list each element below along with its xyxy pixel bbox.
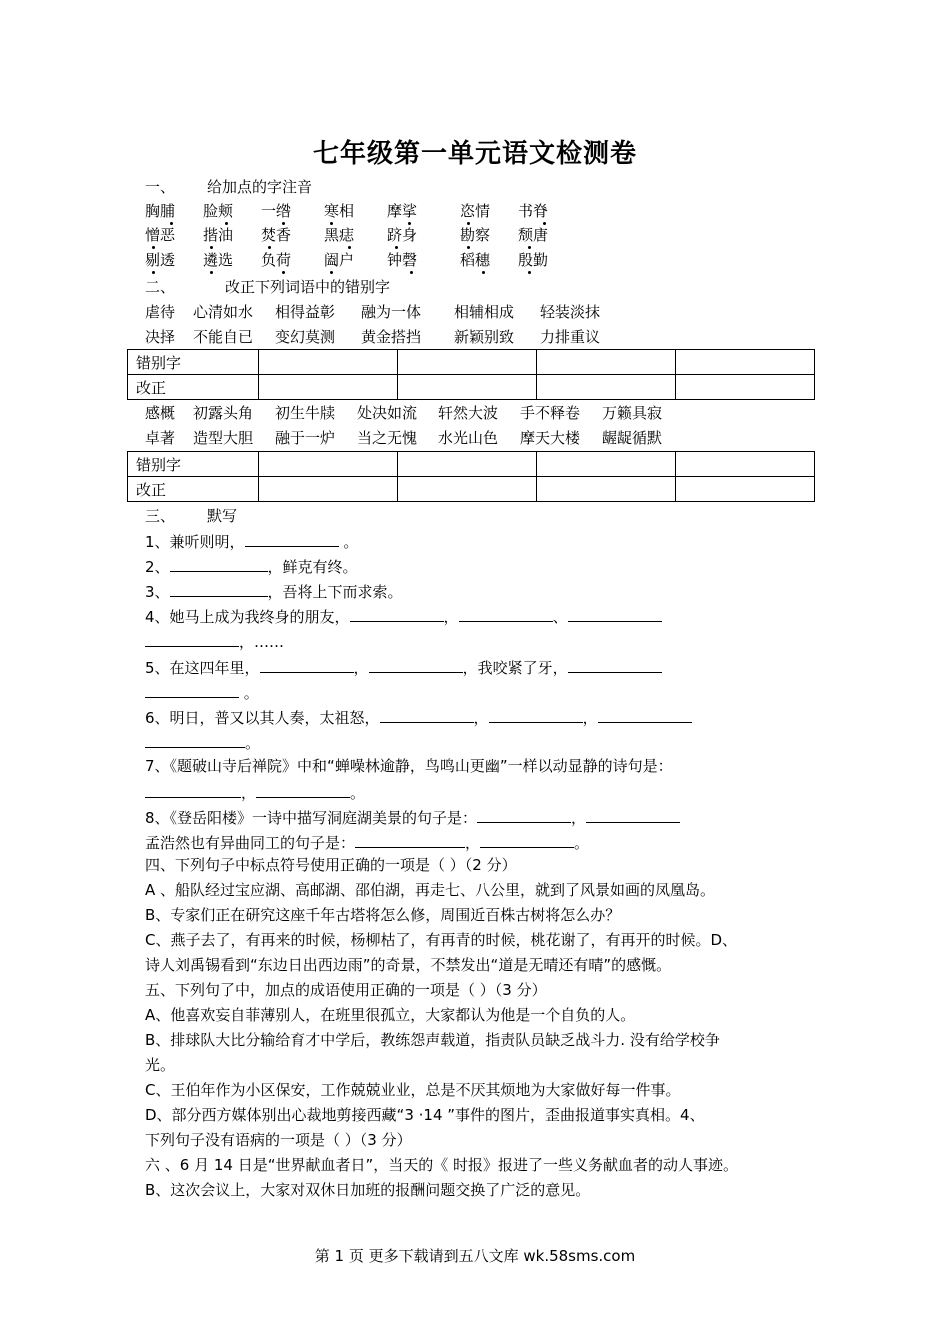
section5-option-b-cont: 光。 xyxy=(145,1056,176,1074)
word: 稻穗 xyxy=(460,251,491,269)
section4-option-b: B、专家们正在研究这座千年古塔将怎么修，周围近百株古树将怎么办？ xyxy=(145,906,621,924)
error-label: 错别字 xyxy=(128,452,259,477)
section5-option-c: C、王伯年作为小区保安，工作兢兢业业，总是不厌其烦地为大家做好每一件事。 xyxy=(145,1081,681,1099)
q7-blank[interactable] xyxy=(256,781,350,798)
word: 感概 xyxy=(145,404,176,422)
q7-blank[interactable] xyxy=(145,781,241,798)
word: 恣情 xyxy=(460,202,491,220)
q8-text: 8、《登岳阳楼》一诗中描写洞庭湖美景的句子是： xyxy=(145,809,478,827)
section4-heading: 四、下列句子中标点符号使用正确的一项是（ ）（2 分） xyxy=(145,856,517,874)
page-title: 七年级第一单元语文检测卷 xyxy=(312,139,637,169)
word: 黄金搭挡 xyxy=(361,328,422,346)
q5-blank[interactable] xyxy=(568,656,662,673)
word: 当之无愧 xyxy=(357,429,418,447)
q8-blank[interactable] xyxy=(480,831,574,848)
q7 xyxy=(145,756,673,776)
fix-label: 改正 xyxy=(128,477,259,502)
q4-blank[interactable] xyxy=(350,605,444,622)
section5-option-d-cont: 下列句子没有语病的一项是（ ）（3 分） xyxy=(145,1131,412,1149)
q4-cont xyxy=(145,630,284,652)
word: 一绺 xyxy=(261,202,292,220)
q6-blank[interactable] xyxy=(598,706,692,723)
word: 融为一体 xyxy=(361,303,422,321)
answer-cell[interactable] xyxy=(676,375,815,400)
q6-blank[interactable] xyxy=(489,706,583,723)
word: 初生牛牍 xyxy=(275,404,336,422)
answer-cell[interactable] xyxy=(398,477,537,502)
word: 龌龊循默 xyxy=(602,429,663,447)
word: 焚香 xyxy=(261,226,292,244)
q2 xyxy=(145,555,358,577)
word: 遴选 xyxy=(203,251,234,269)
q3 xyxy=(145,580,403,602)
q8-blank[interactable] xyxy=(586,806,680,823)
answer-cell[interactable] xyxy=(537,350,676,375)
q2-blank[interactable] xyxy=(170,555,268,572)
word: 决择 xyxy=(145,328,176,346)
error-label: 错别字 xyxy=(128,350,259,375)
word: 轩然大波 xyxy=(438,404,499,422)
q6-sep: ， xyxy=(473,709,489,727)
word: 揩油 xyxy=(203,226,234,244)
q8-sep: ， xyxy=(571,809,587,827)
section4-option-c: C、燕子去了，有再来的时候，杨柳枯了，有再青的时候，桃花谢了，有再开的时候。D、 xyxy=(145,931,738,949)
q5-end: 。 xyxy=(239,684,259,702)
word: 处决如流 xyxy=(357,404,418,422)
q1 xyxy=(145,530,358,552)
answer-cell[interactable] xyxy=(259,452,398,477)
q7-end: 。 xyxy=(350,784,366,802)
answer-cell[interactable] xyxy=(398,350,537,375)
section3-number: 三、 xyxy=(145,507,176,525)
word: 力排重议 xyxy=(540,328,601,346)
word: 融于一炉 xyxy=(275,429,336,447)
word: 虐待 xyxy=(145,303,176,321)
word: 相得益彰 xyxy=(275,303,336,321)
answer-cell[interactable] xyxy=(537,477,676,502)
section2-title: 改正下列词语中的错别字 xyxy=(225,278,391,296)
q7-cont xyxy=(145,781,365,803)
q2-end: ，鲜克有终。 xyxy=(267,558,358,576)
q8 xyxy=(145,806,680,828)
q6-sep: ， xyxy=(582,709,598,727)
q5-blank[interactable] xyxy=(145,681,239,698)
word: 勘察 xyxy=(460,226,491,244)
section4-option-a: A 、船队经过宝应湖、高邮湖、邵伯湖，再走七、八公里，就到了风景如画的凤凰岛。 xyxy=(145,881,716,899)
word: 阖户 xyxy=(324,251,355,269)
q6-blank[interactable] xyxy=(380,706,474,723)
q6-text: 6、明日，普又以其人奏，太祖怒， xyxy=(145,709,380,727)
word: 憎恶 xyxy=(145,226,176,244)
q7-text: 7、《题破山寺后禅院》中和“蝉噪林逾静，鸟鸣山更幽”一样以动显静的诗句是： xyxy=(145,757,673,775)
section4-option-d: 诗人刘禹锡看到“东边日出西边雨”的奇景，不禁发出“道是无晴还有晴”的感慨。 xyxy=(145,956,672,974)
table-row xyxy=(128,452,815,477)
q7-sep: ， xyxy=(241,784,257,802)
q5-blank[interactable] xyxy=(260,656,354,673)
section5-option-a: A、他喜欢妄自菲薄别人，在班里很孤立，大家都认为他是一个自负的人。 xyxy=(145,1006,636,1024)
section2-number: 二、 xyxy=(145,278,176,296)
answer-cell[interactable] xyxy=(259,350,398,375)
q4-text: 4、她马上成为我终身的朋友， xyxy=(145,608,350,626)
q3-blank[interactable] xyxy=(170,580,268,597)
q8-cont xyxy=(145,831,589,853)
word: 脸颊 xyxy=(203,202,234,220)
word: 摩天大楼 xyxy=(520,429,581,447)
section5-heading: 五、下列句了中，加点的成语使用正确的一项是（ ）（3 分） xyxy=(145,981,547,999)
word: 寒相 xyxy=(324,202,355,220)
q5-sep: ， xyxy=(353,659,369,677)
table-row xyxy=(128,477,815,502)
q1-text: 1、兼听则明， xyxy=(145,533,245,551)
word: 黑痣 xyxy=(324,226,355,244)
word: 相辅相成 xyxy=(454,303,515,321)
q8-sep: ， xyxy=(465,834,481,852)
q5 xyxy=(145,656,662,678)
word: 书脊 xyxy=(518,202,549,220)
table-row xyxy=(128,375,815,400)
correction-table-1 xyxy=(127,349,815,400)
section3-heading xyxy=(145,506,237,526)
section6-line-a: 六 、6 月 14 日是“世界献血者日”，当天的《 时报》报进了一些义务献血者的动人事迹。 xyxy=(145,1156,739,1174)
answer-cell[interactable] xyxy=(676,452,815,477)
correction-table-2 xyxy=(127,451,815,502)
section6-line-b: B、这次会议上，大家对双休日加班的报酬问题交换了广泛的意见。 xyxy=(145,1181,591,1199)
word: 心清如水 xyxy=(193,303,254,321)
word: 胸脯 xyxy=(145,202,176,220)
q8-end: 。 xyxy=(574,834,590,852)
q4 xyxy=(145,605,662,627)
section5-option-d: D、部分西方媒体别出心裁地剪接西藏“3 ·14 ”事件的图片，歪曲报道事实真相。4、 xyxy=(145,1106,705,1124)
q8-blank[interactable] xyxy=(355,831,465,848)
q5-text: 5、在这四年里， xyxy=(145,659,260,677)
fix-label: 改正 xyxy=(128,375,259,400)
word: 跻身 xyxy=(387,226,418,244)
answer-cell[interactable] xyxy=(398,452,537,477)
section3-title: 默写 xyxy=(207,507,238,525)
q4-sep: 、 xyxy=(552,608,568,626)
answer-cell[interactable] xyxy=(398,375,537,400)
q3-end: ，吾将上下而求索。 xyxy=(267,583,403,601)
answer-cell[interactable] xyxy=(676,477,815,502)
q6-end: 。 xyxy=(245,734,261,752)
q1-blank[interactable] xyxy=(245,530,339,547)
q4-blank[interactable] xyxy=(145,630,239,647)
word: 变幻莫测 xyxy=(275,328,336,346)
answer-cell[interactable] xyxy=(676,350,815,375)
word: 手不释卷 xyxy=(520,404,581,422)
answer-cell[interactable] xyxy=(537,375,676,400)
q5-blank[interactable] xyxy=(369,656,463,673)
q4-end: ，…… xyxy=(239,633,285,651)
q5-cont xyxy=(145,681,259,703)
word: 摩挲 xyxy=(387,202,418,220)
q3-text: 3、 xyxy=(145,583,170,601)
word: 轻装淡抹 xyxy=(540,303,601,321)
q4-blank[interactable] xyxy=(459,605,553,622)
section2-heading xyxy=(145,277,390,297)
q8-text2: 孟浩然也有异曲同工的句子是： xyxy=(145,834,356,852)
q6-blank[interactable] xyxy=(145,731,245,748)
section1-number: 一、 xyxy=(145,178,176,196)
q6 xyxy=(145,706,692,728)
word: 殷勤 xyxy=(518,251,549,269)
q4-sep: ， xyxy=(443,608,459,626)
word: 剔透 xyxy=(145,251,176,269)
answer-cell[interactable] xyxy=(259,375,398,400)
answer-cell[interactable] xyxy=(537,452,676,477)
word: 初露头角 xyxy=(193,404,254,422)
word: 新颖别致 xyxy=(454,328,515,346)
q6-cont xyxy=(145,731,260,753)
word: 钟磬 xyxy=(387,251,418,269)
word: 不能自已 xyxy=(193,328,254,346)
word: 万籁具寂 xyxy=(602,404,663,422)
table-row xyxy=(128,350,815,375)
section5-option-b: B、排球队大比分输给育才中学后，教练怨声载道，指责队员缺乏战斗力. 没有给学校争 xyxy=(145,1031,720,1049)
word: 颓唐 xyxy=(518,226,549,244)
q2-text: 2、 xyxy=(145,558,170,576)
word: 水光山色 xyxy=(438,429,499,447)
word: 卓著 xyxy=(145,429,176,447)
answer-cell[interactable] xyxy=(259,477,398,502)
word: 负荷 xyxy=(261,251,292,269)
q5-sep: ，我咬紧了牙， xyxy=(462,659,568,677)
section1-heading xyxy=(145,177,312,197)
q8-blank[interactable] xyxy=(477,806,571,823)
section1-title: 给加点的字注音 xyxy=(207,178,313,196)
page-footer: 第 1 页 更多下载请到五八文库 wk.58sms.com xyxy=(314,1247,636,1265)
q1-end: 。 xyxy=(338,533,359,551)
word: 造型大胆 xyxy=(193,429,254,447)
q4-blank[interactable] xyxy=(568,605,662,622)
